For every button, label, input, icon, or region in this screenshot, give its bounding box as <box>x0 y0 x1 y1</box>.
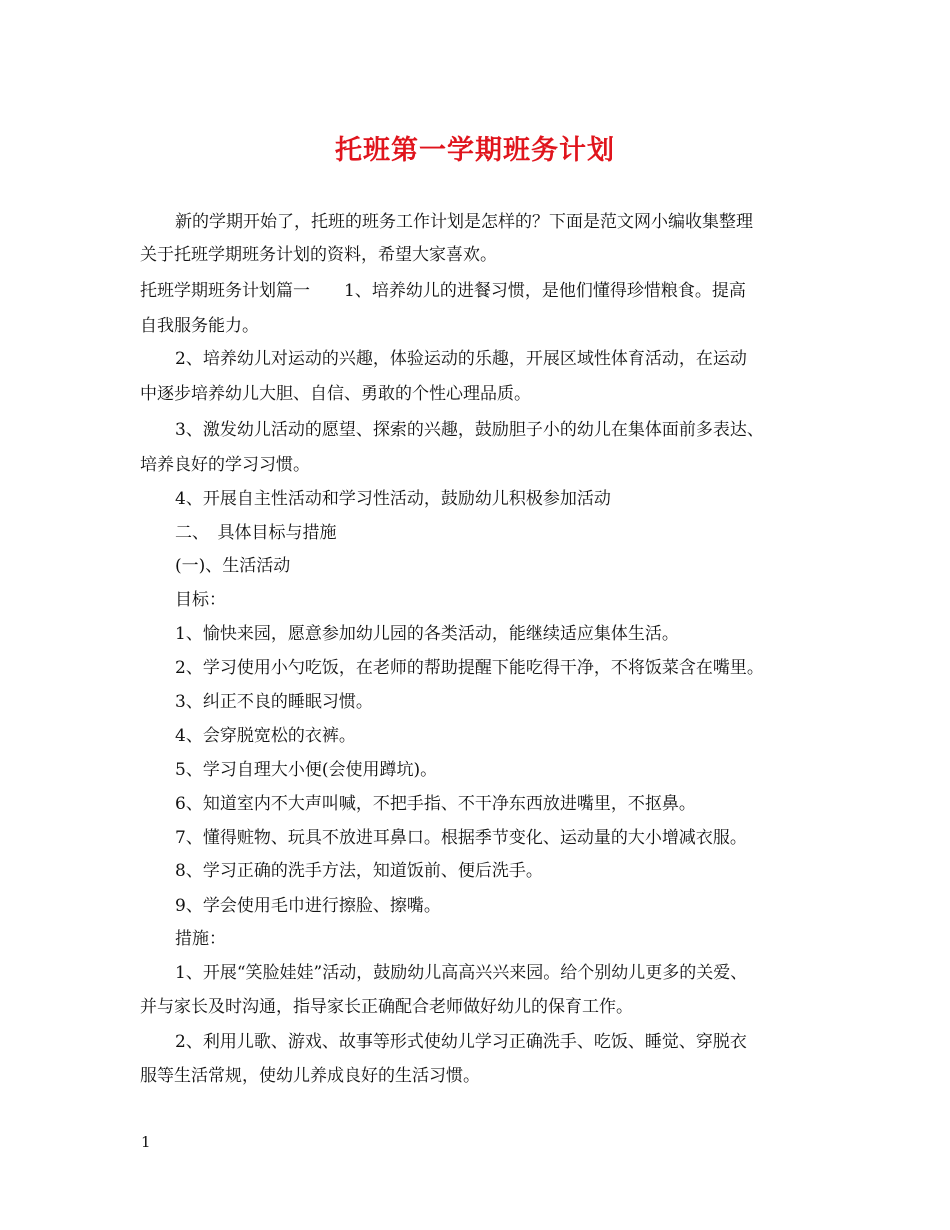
list-item: 9、学会使用毛巾进行擦脸、擦嘴。 <box>175 896 441 916</box>
paragraph-line: 并与家长及时沟通，指导家长正确配合老师做好幼儿的保育工作。 <box>140 997 633 1017</box>
paragraph-line: 关于托班学期班务计划的资料，希望大家喜欢。 <box>140 245 497 265</box>
list-item: 8、学习正确的洗手方法，知道饭前、便后洗手。 <box>175 861 543 881</box>
paragraph-line: 自我服务能力。 <box>140 316 259 336</box>
list-item: 1、愉快来园，愿意参加幼儿园的各类活动，能继续适应集体生活。 <box>175 624 679 644</box>
list-item: 4、会穿脱宽松的衣裤。 <box>175 726 356 746</box>
paragraph-line: 托班学期班务计划篇一 1、培养幼儿的进餐习惯，是他们懂得珍惜粮食。提高 <box>140 281 746 301</box>
document-title: 托班第一学期班务计划 <box>335 135 615 166</box>
list-item: 2、学习使用小勺吃饭，在老师的帮助提醒下能吃得干净，不将饭菜含在嘴里。 <box>175 658 764 678</box>
paragraph-line: 2、利用儿歌、游戏、故事等形式使幼儿学习正确洗手、吃饭、睡觉、穿脱衣 <box>175 1032 747 1052</box>
paragraph-line: 服等生活常规，使幼儿养成良好的生活习惯。 <box>140 1066 480 1086</box>
paragraph-line: 培养良好的学习习惯。 <box>140 455 310 475</box>
paragraph-line: 2、培养幼儿对运动的兴趣，体验运动的乐趣，开展区域性体育活动，在运动 <box>175 349 747 369</box>
paragraph-line: 4、开展自主性活动和学习性活动，鼓励幼儿积极参加活动 <box>175 489 611 509</box>
list-item: 6、知道室内不大声叫喊，不把手指、不干净东西放进嘴里，不抠鼻。 <box>175 794 696 814</box>
list-item: 3、纠正不良的睡眠习惯。 <box>175 692 373 712</box>
subsection-heading: (一)、生活活动 <box>175 556 291 576</box>
list-item: 5、学习自理大小便(会使用蹲坑)。 <box>175 760 438 780</box>
page-number: 1 <box>141 1133 151 1151</box>
paragraph-line: 1、开展“笑脸娃娃”活动，鼓励幼儿高高兴兴来园。给个别幼儿更多的关爱、 <box>175 963 748 983</box>
list-item: 7、懂得赃物、玩具不放进耳鼻口。根据季节变化、运动量的大小增减衣服。 <box>175 828 747 848</box>
paragraph-line: 3、激发幼儿活动的愿望、探索的兴趣，鼓励胆子小的幼儿在集体面前多表达、 <box>175 420 764 440</box>
section-heading: 二、 具体目标与措施 <box>175 523 337 543</box>
paragraph-line: 中逐步培养幼儿大胆、自信、勇敢的个性心理品质。 <box>140 384 531 404</box>
goals-label: 目标： <box>175 590 226 610</box>
paragraph-line: 新的学期开始了，托班的班务工作计划是怎样的？下面是范文网小编收集整理 <box>175 212 753 232</box>
measures-label: 措施： <box>175 929 226 949</box>
